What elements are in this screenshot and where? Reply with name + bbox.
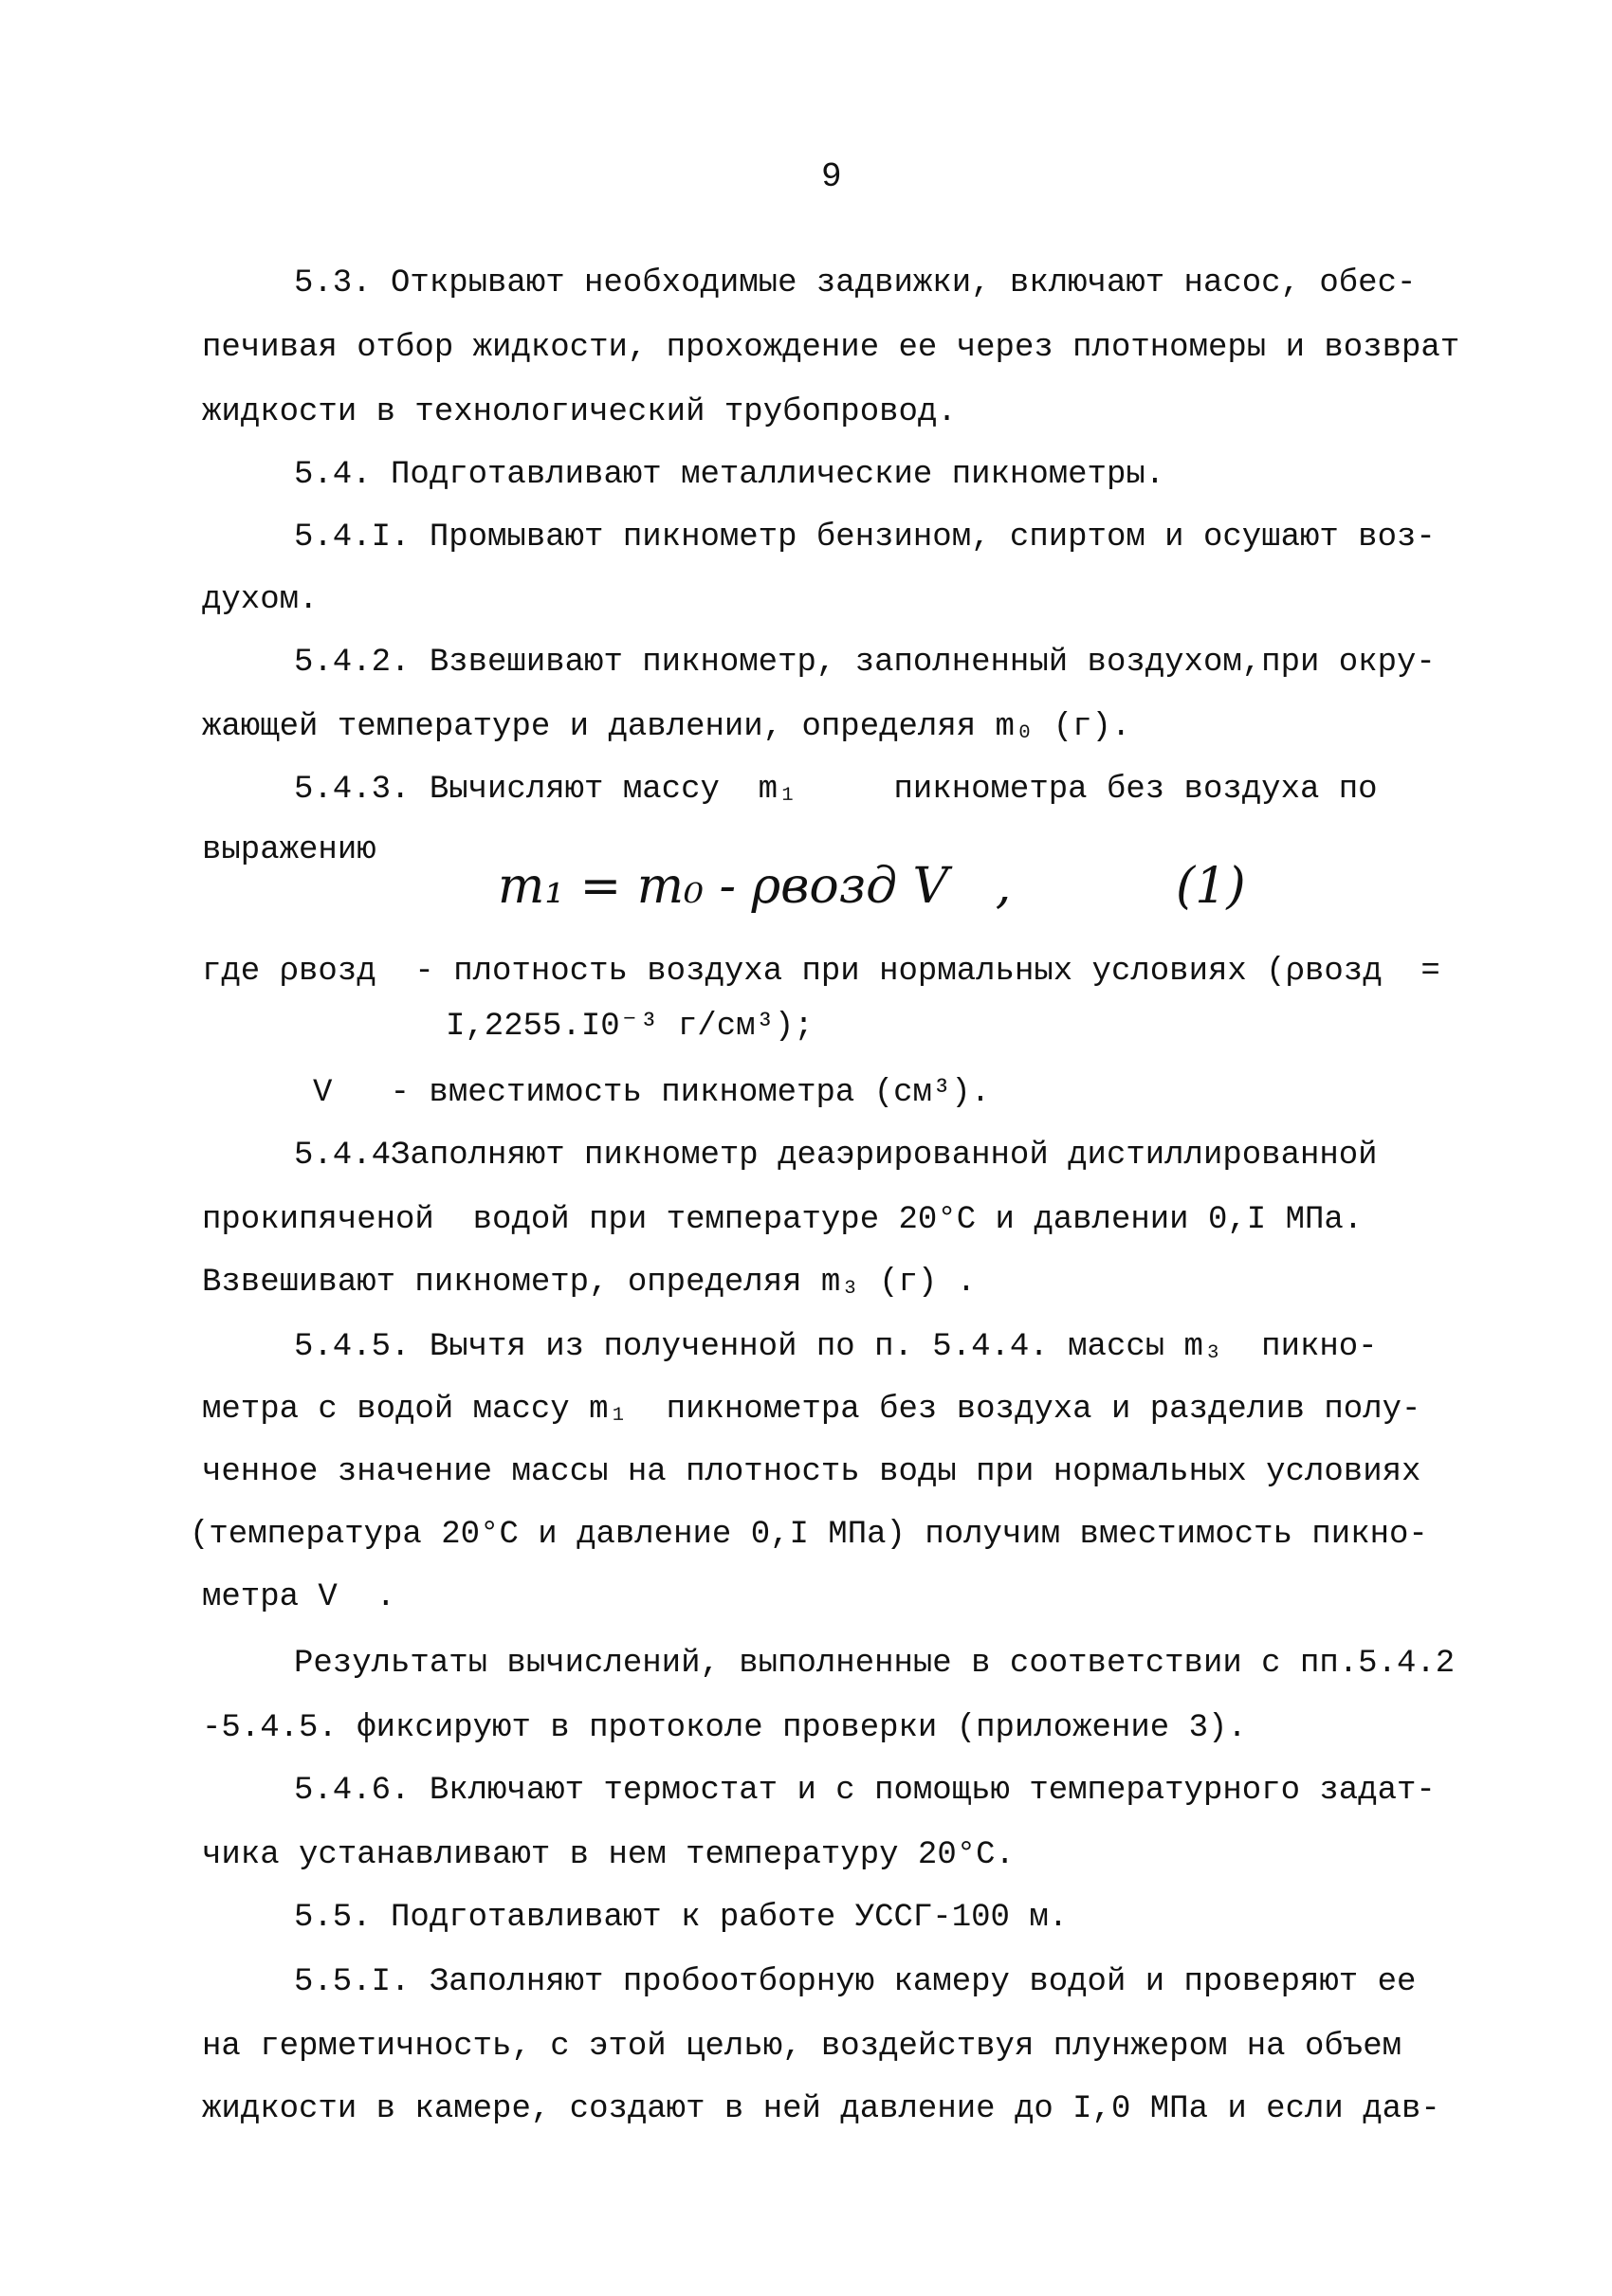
text-line: 5.5.I. Заполняют пробоотборную камеру водой и проверяют ее bbox=[294, 1964, 1417, 2000]
text-line: печивая отбор жидкости, прохождение ее через плотномеры и возврат bbox=[202, 330, 1460, 366]
formula-number: (1) bbox=[1176, 858, 1246, 915]
text-line: чика устанавливают в нем температуру 20°С. bbox=[202, 1837, 1015, 1873]
text-line: жидкости в камере, создают в ней давление до I,0 МПа и если дав- bbox=[202, 2091, 1440, 2127]
text-line: 5.4.3. Вычисляют массу m₁ пикнометра без воздуха по bbox=[294, 772, 1378, 808]
text-line: 5.5. Подготавливают к работе УССГ-100 м. bbox=[294, 1900, 1069, 1936]
text-line: метра с водой массу m₁ пикнометра без воздуха и разделив полу- bbox=[202, 1392, 1421, 1428]
text-line: 5.4.4Заполняют пикнометр деаэрированной дистиллированной bbox=[294, 1138, 1378, 1174]
text-line: ченное значение массы на плотность воды при нормальных условиях bbox=[202, 1454, 1421, 1490]
text-line: V - вместимость пикнометра (см³). bbox=[313, 1075, 991, 1111]
text-line: где ρвозд - плотность воздуха при нормальных условиях (ρвозд = bbox=[202, 954, 1440, 990]
text-line: Результаты вычислений, выполненные в соответствии с пп.5.4.2 bbox=[294, 1646, 1456, 1682]
text-line: жидкости в технологический трубопровод. bbox=[202, 394, 957, 430]
text-line: жающей температуре и давлении, определяя m₀ (г). bbox=[202, 709, 1131, 745]
text-line: I,2255.I0⁻³ г/см³); bbox=[446, 1009, 814, 1045]
text-line: 5.4.2. Взвешивают пикнометр, заполненный воздухом,при окру- bbox=[294, 645, 1436, 681]
text-line: духом. bbox=[202, 582, 319, 618]
page-number: 9 bbox=[821, 157, 842, 196]
text-line: 5.4.I. Промывают пикнометр бензином, спиртом и осушают воз- bbox=[294, 519, 1436, 556]
text-line: 5.3. Открывают необходимые задвижки, включают насос, обес- bbox=[294, 265, 1417, 301]
text-line: Взвешивают пикнометр, определяя m₃ (г) . bbox=[202, 1265, 977, 1301]
text-line: на герметичность, с этой целью, воздействуя плунжером на объем bbox=[202, 2029, 1402, 2065]
text-line: 5.4.5. Вычтя из полученной по п. 5.4.4. массы m₃ пикно- bbox=[294, 1329, 1378, 1365]
text-line: 5.4. Подготавливают металлические пикнометры. bbox=[294, 457, 1165, 493]
text-line: выражению bbox=[202, 832, 376, 868]
text-line: 5.4.6. Включают термостат и с помощью температурного задат- bbox=[294, 1773, 1436, 1809]
text-line: (температура 20°С и давление 0,I МПа) получим вместимость пикно- bbox=[190, 1517, 1428, 1553]
text-line: -5.4.5. фиксируют в протоколе проверки (приложение 3). bbox=[202, 1710, 1247, 1746]
text-line: метра V . bbox=[202, 1579, 396, 1615]
formula: m₁ = m₀ - ρвозд V , bbox=[498, 858, 1012, 915]
text-line: прокипяченой водой при температуре 20°С и давлении 0,I МПа. bbox=[202, 1202, 1364, 1238]
